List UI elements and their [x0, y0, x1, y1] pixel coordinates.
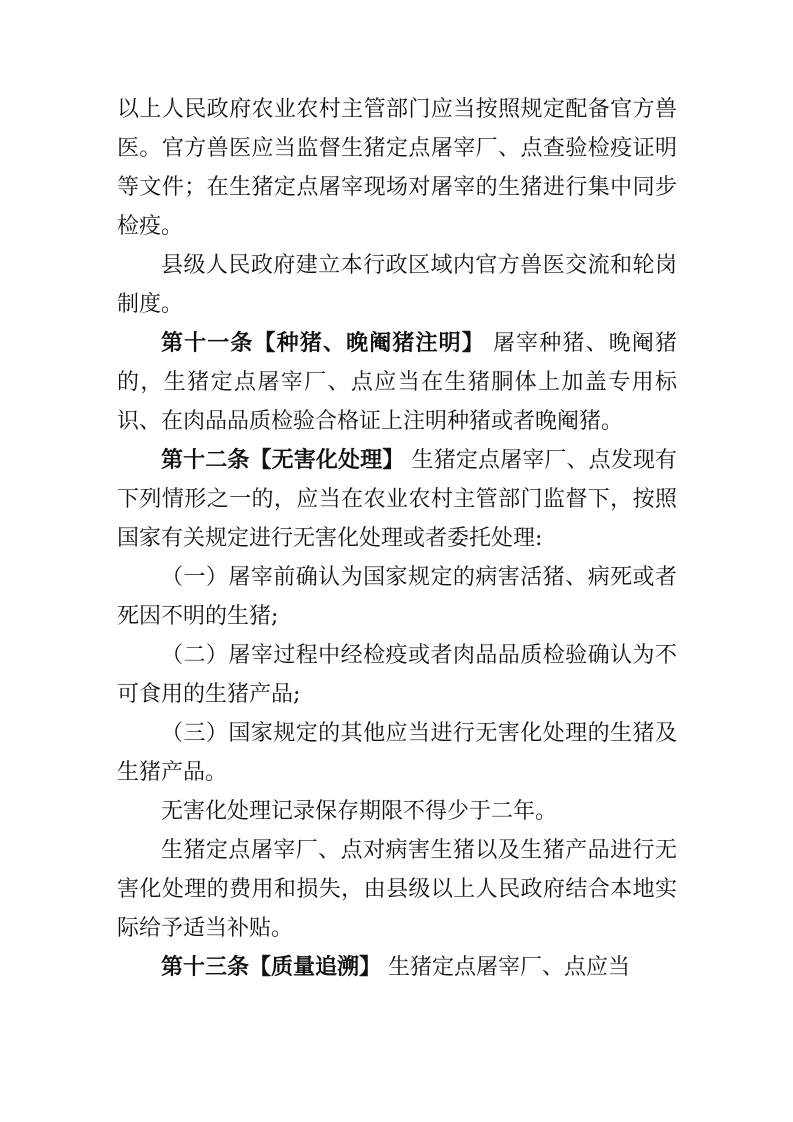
document-body: [117, 90, 677, 987]
paragraph-text: 生猪定点屠宰厂、点发现有下列情形之一的，应当在农业农村主管部门监督下，按照国家有关规定进行无害化处理或者委托处理:: [117, 448, 677, 551]
article-heading: 第十三条【质量追溯】: [161, 955, 382, 980]
paragraph-text: （二）屠宰过程中经检疫或者肉品品质检验确认为不可食用的生猪产品;: [117, 643, 677, 707]
paragraph-records: [117, 792, 677, 831]
paragraph-article-11: [117, 324, 677, 441]
paragraph-text: 无害化处理记录保存期限不得少于二年。: [161, 799, 558, 824]
paragraph-text: 屠宰种猪、晚阉猪的，生猪定点屠宰厂、点应当在生猪胴体上加盖专用标识、在肉品品质检验合格证上注明种猪或者晚阉猪。: [117, 331, 677, 434]
paragraph-text: （三）国家规定的其他应当进行无害化处理的生猪及生猪产品。: [117, 721, 677, 785]
list-item-3: [117, 714, 677, 792]
paragraph-article-13: [117, 948, 677, 987]
paragraph-2: [117, 246, 677, 324]
paragraph-text: 县级人民政府建立本行政区域内官方兽医交流和轮岗制度。: [117, 253, 677, 317]
paragraph-subsidy: [117, 831, 677, 948]
article-heading: 第十二条【无害化处理】: [161, 448, 405, 473]
paragraph-text: 以上人民政府农业农村主管部门应当按照规定配备官方兽医。官方兽医应当监督生猪定点屠宰厂、点查验检疫证明等文件；在生猪定点屠宰现场对屠宰的生猪进行集中同步检疫。: [117, 97, 677, 239]
list-item-2: [117, 636, 677, 714]
paragraph-text: 生猪定点屠宰厂、点对病害生猪以及生猪产品进行无害化处理的费用和损失，由县级以上人民政府结合本地实际给予适当补贴。: [117, 838, 677, 941]
list-item-1: [117, 558, 677, 636]
paragraph-article-12: [117, 441, 677, 558]
article-heading: 第十一条【种猪、晚阉猪注明】: [161, 331, 485, 356]
paragraph-text: （一）屠宰前确认为国家规定的病害活猪、病死或者死因不明的生猪;: [117, 565, 677, 629]
paragraph-text: 生猪定点屠宰厂、点应当: [381, 955, 631, 980]
paragraph-1: [117, 90, 677, 246]
